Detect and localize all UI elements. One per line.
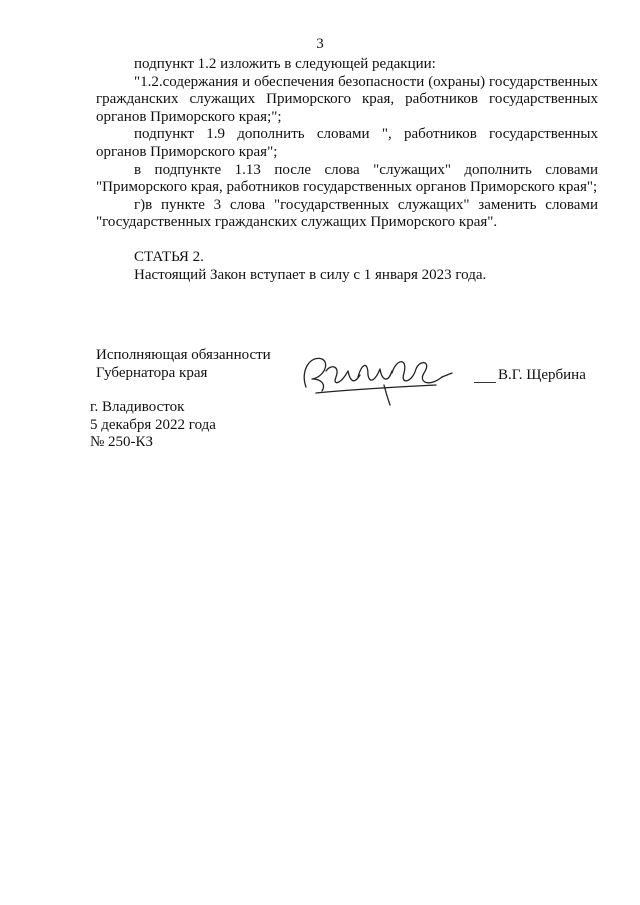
page-number: 3 xyxy=(316,36,324,52)
law-number: № 250-КЗ xyxy=(90,434,154,451)
signatory-position xyxy=(96,347,271,382)
handwritten-signature xyxy=(296,349,466,407)
signatory-name: В.Г. Щербина xyxy=(498,367,586,383)
position-line-1: Исполняющая обязанности xyxy=(96,347,271,363)
article-heading: СТАТЬЯ 2. xyxy=(134,248,204,265)
place-date-block xyxy=(90,399,216,452)
paragraph-4: в подпункте 1.13 после слова "служащих" дополнить словами "Приморского края, работников государственных органов Приморского края"; xyxy=(96,161,598,196)
date: 5 декабря 2022 года xyxy=(90,416,216,433)
paragraph-3: подпункт 1.9 дополнить словами ", работников государственных органов Приморского края"; xyxy=(96,126,598,160)
position-line-2: Губернатора края xyxy=(96,364,208,381)
paragraph-2: "1.2.содержания и обеспечения безопасности (охраны) государственных гражданских служащих Приморского края, работников государственных органов Приморского края;"; xyxy=(96,73,598,125)
document-body xyxy=(96,56,598,284)
paragraph-5: г)в пункте 3 слова "государственных служащих" заменить словами "государственных гражданских служащих Приморского края". xyxy=(96,196,598,231)
signature-line xyxy=(474,382,496,383)
city: г. Владивосток xyxy=(90,399,185,415)
article-text: Настоящий Закон вступает в силу с 1 января 2023 года. xyxy=(134,266,487,283)
paragraph-1: подпункт 1.2 изложить в следующей редакции: xyxy=(134,56,436,72)
signature-block xyxy=(96,347,598,407)
